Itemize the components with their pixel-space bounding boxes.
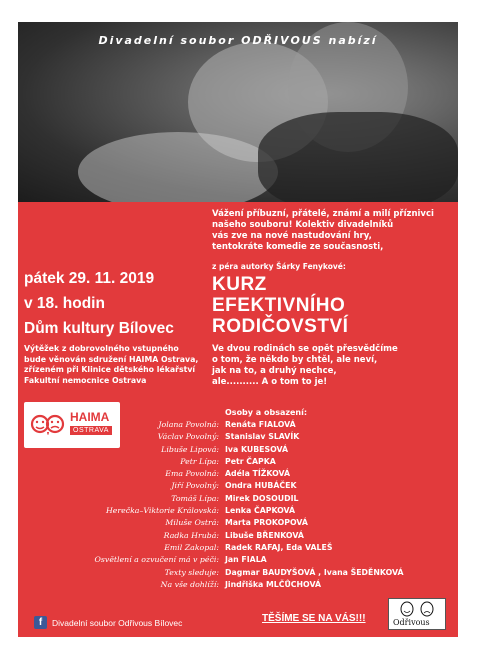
cast-row	[24, 469, 454, 481]
play-title-line: KURZ	[212, 274, 267, 295]
cast-row	[24, 555, 454, 567]
theatre-masks-icon	[393, 601, 441, 617]
event-venue: Dům kultury Bílovec	[24, 320, 174, 337]
play-title-line: EFEKTIVNÍHO	[212, 295, 346, 316]
play-tagline	[212, 344, 442, 388]
event-date: pátek 29. 11. 2019	[24, 270, 155, 287]
cast-row	[24, 580, 454, 592]
cast-actor: Iva KUBESOVÁ	[225, 444, 289, 454]
cast-role: Miluše Ostrá:	[165, 518, 219, 528]
benefit-line: Fakultní nemocnice Ostrava	[24, 375, 147, 385]
tagline-line: jak na to, a druhý nechce,	[212, 366, 337, 376]
cast-actor: Jindřiška MLČŮCHOVÁ	[225, 579, 322, 589]
cast-role: Ema Povolná:	[165, 469, 219, 479]
facebook-link[interactable]	[34, 616, 182, 629]
tagline-line: o tom, že někdo by chtěl, ale neví,	[212, 355, 378, 365]
play-title-line: RODIČOVSTVÍ	[212, 316, 349, 337]
cast-row	[24, 481, 454, 493]
actors-photo	[18, 22, 458, 202]
cast-role: Na vše dohlíží:	[160, 579, 219, 589]
cast-row	[24, 494, 454, 506]
cast-actor: Libuše BŘENKOVÁ	[225, 530, 304, 540]
haima-name: HAIMA	[70, 410, 110, 424]
intro-line: našeho souboru! Kolektiv divadelníků	[212, 220, 394, 230]
cast-actor: Adéla TÍŽKOVÁ	[225, 469, 291, 479]
cast-role: Osvětlení a ozvučení má v péči:	[94, 555, 219, 565]
cast-row	[24, 506, 454, 518]
benefit-text	[24, 344, 204, 386]
facebook-text: Divadelní soubor Odřivous Bílovec	[52, 617, 183, 628]
haima-city: OSTRAVA	[70, 426, 112, 435]
cast-actor: Jan FIALA	[225, 555, 267, 565]
cast-role: Herečka–Viktorie Královská:	[105, 506, 219, 516]
cast-actor: Dagmar BAUDYŠOVÁ , Ivana ŠEDĚNKOVÁ	[225, 567, 404, 577]
benefit-line: Výtěžek z dobrovolného vstupného	[24, 344, 179, 353]
cast-row	[24, 518, 454, 530]
facebook-icon: f	[34, 616, 47, 629]
cast-row	[24, 457, 454, 469]
cast-actor: Marta PROKOPOVÁ	[225, 518, 308, 528]
intro-line: Vážení příbuzní, přátelé, známí a milí příznivci	[212, 209, 434, 219]
benefit-line: bude věnován sdružení HAIMA Ostrava,	[24, 354, 199, 364]
cast-row	[24, 531, 454, 543]
cast-list	[24, 420, 454, 592]
odrivous-logo	[388, 598, 446, 630]
cast-actor: Mirek DOSOUDIL	[225, 493, 299, 503]
intro-text	[212, 209, 442, 253]
benefit-line: zřízeném při Klinice dětského lékařství	[24, 365, 196, 374]
cast-role: Emil Zakopal:	[164, 542, 219, 552]
cast-role: Jolana Povolná:	[158, 420, 219, 429]
closing-line: TĚŠÍME SE NA VÁS!!!	[262, 613, 366, 624]
cast-row	[24, 420, 454, 432]
cast-actor: Renáta FIALOVÁ	[225, 420, 296, 429]
cast-actor: Stanislav SLAVÍK	[225, 432, 300, 442]
cast-role: Petr Lípa:	[180, 456, 219, 466]
logo-text: Odřivous	[393, 618, 430, 627]
cast-actor: Ondra HUBÁČEK	[225, 481, 297, 491]
cast-role: Radka Hrubá:	[163, 530, 219, 540]
tagline-line: ale.......... A o tom to je!	[212, 377, 328, 387]
presents-line: Divadelní soubor ODŘIVOUS nabízí	[98, 34, 378, 47]
tagline-line: Ve dvou rodinách se opět přesvědčíme	[212, 344, 398, 354]
cast-role: Texty sleduje:	[164, 567, 219, 577]
cast-actor: Lenka ČAPKOVÁ	[225, 506, 296, 516]
intro-line: tentokráte komedie ze současnosti,	[212, 242, 384, 252]
cast-role: Jiří Povolný:	[171, 481, 219, 491]
cast-actor: Radek RAFAJ, Eda VALEŠ	[225, 542, 333, 552]
cast-actor: Petr ČAPKA	[225, 456, 276, 466]
event-info	[24, 266, 204, 341]
cast-role: Tomáš Lípa:	[171, 493, 219, 503]
cast-row	[24, 432, 454, 444]
cast-role: Libuše Lipová:	[161, 444, 219, 454]
cast-role: Václav Povolný:	[157, 432, 219, 442]
cast-row	[24, 543, 454, 555]
event-time: v 18. hodin	[24, 295, 105, 312]
cast-row	[24, 568, 454, 580]
intro-line: vás zve na nové nastudování hry,	[212, 231, 372, 241]
play-title	[212, 274, 348, 337]
cast-row	[24, 445, 454, 457]
cast-heading: Osoby a obsazení:	[225, 408, 308, 417]
authors-line: z péra autorky Šárky Fenykové:	[212, 262, 346, 271]
